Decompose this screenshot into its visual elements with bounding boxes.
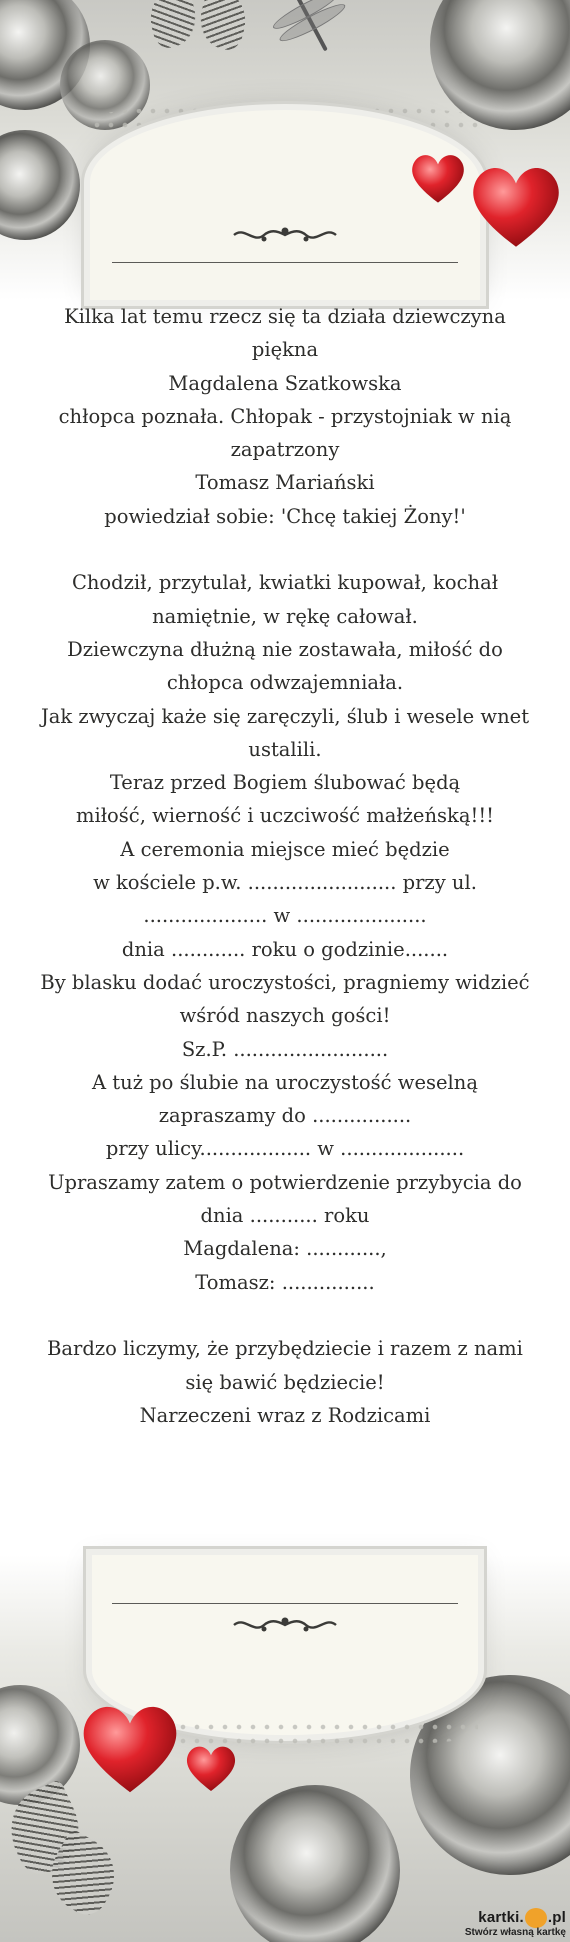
poem-line: Magdalena: ............, bbox=[183, 1237, 387, 1261]
poem-line: Tomasz: ............... bbox=[195, 1270, 375, 1294]
poem-line: przy ulicy.................. w .................... bbox=[105, 1137, 465, 1161]
poem-line: Teraz przed Bogiem ślubować będą bbox=[109, 771, 461, 795]
rose-decoration bbox=[0, 130, 80, 240]
poem-line: dnia ............ roku o godzinie....... bbox=[121, 937, 449, 961]
poem-spacer bbox=[40, 533, 530, 566]
ornament-flourish bbox=[232, 1614, 338, 1636]
poem-line: By blasku dodać uroczystości, pragniemy widzieć wśród naszych gości! bbox=[40, 970, 530, 1028]
divider-line bbox=[112, 1603, 458, 1604]
poem-line: Tomasz Mariański bbox=[195, 471, 375, 495]
poem-line: chłopca poznała. Chłopak - przystojniak w nią zapatrzony bbox=[58, 404, 512, 462]
poem-spacer bbox=[40, 1299, 530, 1332]
poem-line: A tuż po ślubie na uroczystość weselną zapraszamy do ................ bbox=[92, 1070, 478, 1128]
heart-icon bbox=[409, 150, 467, 206]
poem-line: Narzeczeni wraz z Rodzicami bbox=[139, 1403, 431, 1427]
poem-line: Kilka lat temu rzecz się ta działa dziewczyna piękna bbox=[64, 305, 506, 362]
poem-line: Jak zwyczaj każe się zaręczyli, ślub i wesele wnet ustalili. bbox=[40, 704, 530, 761]
watermark-tagline: Stwórz własną kartkę bbox=[464, 1927, 566, 1938]
poem-text bbox=[40, 300, 530, 1432]
heart-icon bbox=[78, 1698, 182, 1798]
poem-line: Magdalena Szatkowska bbox=[168, 371, 402, 395]
smiley-logo-icon bbox=[525, 1908, 547, 1928]
poem-line: powiedział sobie: 'Chcę takiej Żony!' bbox=[104, 504, 466, 528]
rose-decoration bbox=[230, 1785, 400, 1942]
poem-line: A ceremonia miejsce mieć będzie bbox=[120, 837, 450, 861]
watermark-brand: kartki. .pl bbox=[454, 1908, 566, 1928]
poem-line: Bardzo liczymy, że przybędziecie i razem z nami się bawić będziecie! bbox=[47, 1337, 523, 1394]
divider-line bbox=[112, 262, 458, 263]
top-decoration bbox=[0, 0, 570, 300]
dragonfly-decoration bbox=[296, 0, 328, 51]
poem-line: Sz.P. ......................... bbox=[181, 1037, 389, 1061]
poem-line: Dziewczyna dłużną nie zostawała, miłość do chłopca odwzajemniała. bbox=[67, 637, 503, 695]
poem-line: miłość, wierność i uczciwość małżeńską!!! bbox=[75, 804, 494, 828]
poem-line: Upraszamy zatem o potwierdzenie przybycia do dnia ........... roku bbox=[48, 1170, 522, 1228]
butterfly-decoration bbox=[150, 0, 250, 60]
site-watermark[interactable] bbox=[454, 1908, 566, 1938]
poem-line: w kościele p.w. ........................ przy ul. .................... w ..................... bbox=[93, 871, 477, 928]
heart-icon bbox=[184, 1742, 238, 1794]
heart-icon bbox=[468, 160, 564, 252]
ornament-flourish bbox=[232, 224, 338, 246]
poem-line: Chodził, przytulał, kwiatki kupował, kochał namiętnie, w rękę całował. bbox=[71, 571, 499, 628]
